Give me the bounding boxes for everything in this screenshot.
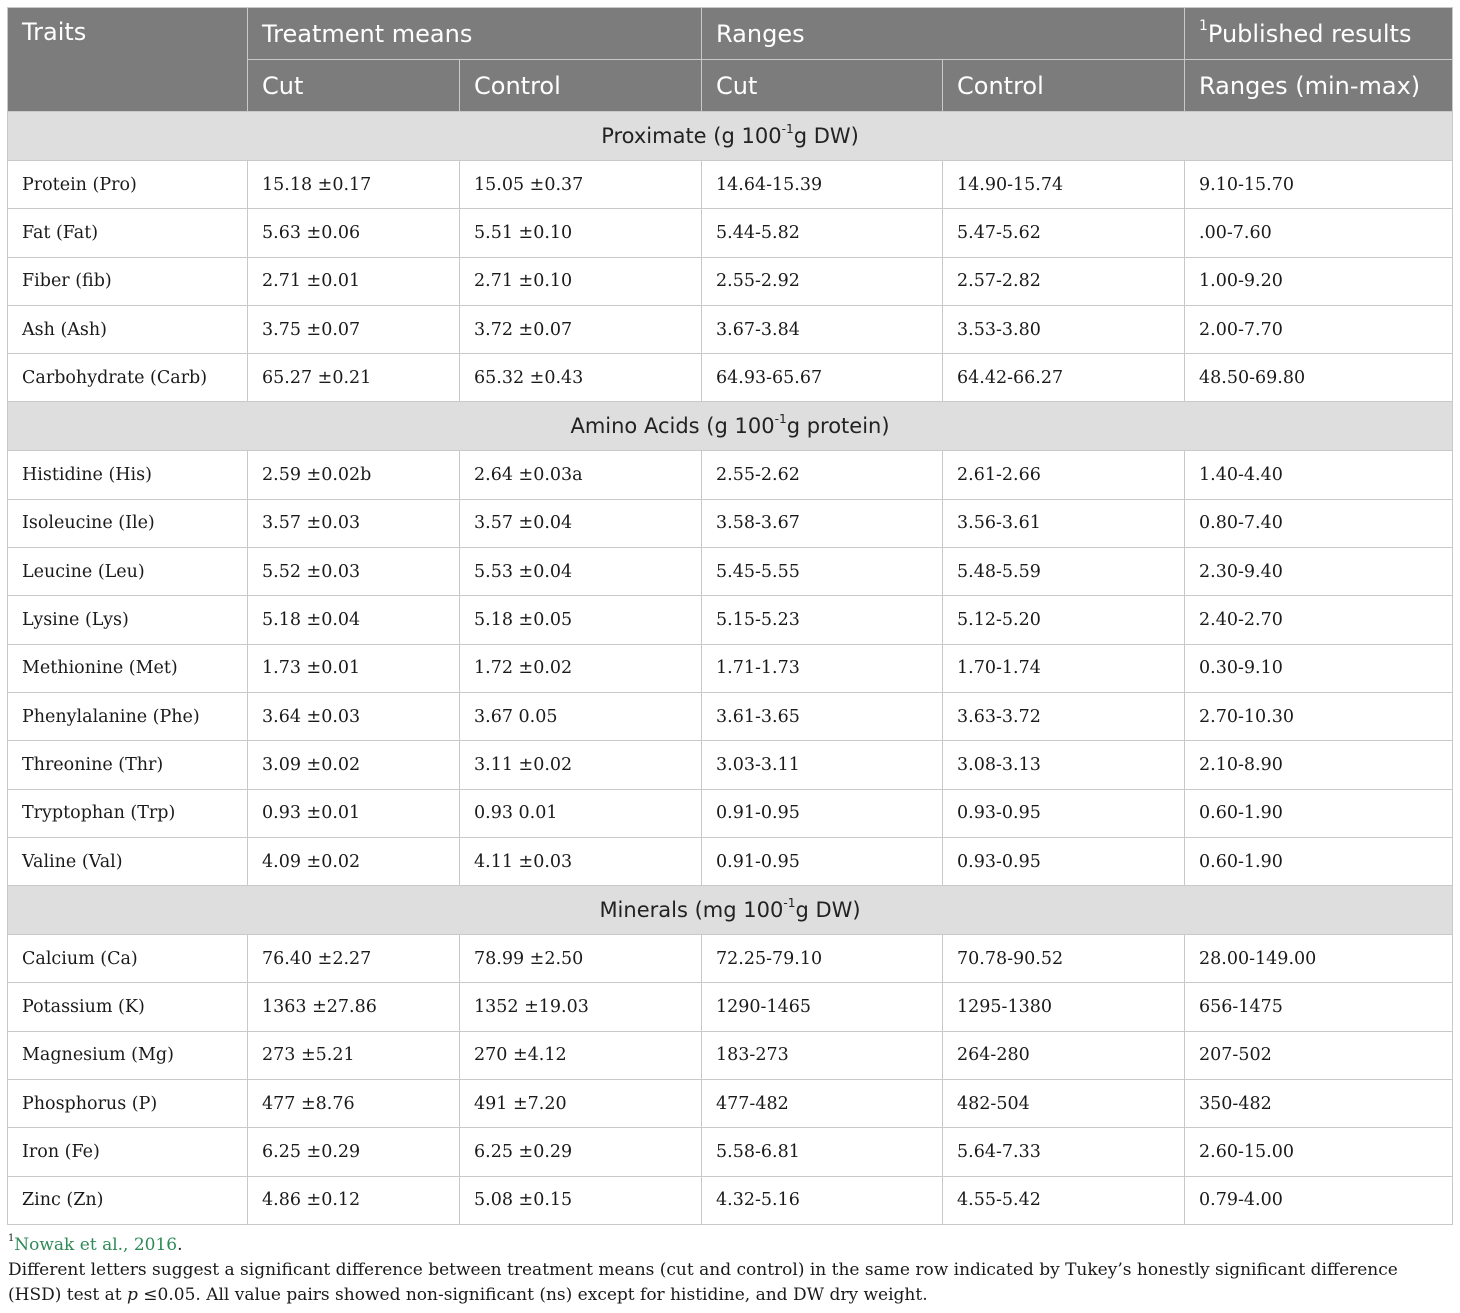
trait-cell: Lysine (Lys): [8, 596, 248, 644]
nutrition-table: [7, 7, 1453, 1225]
table-row: [8, 209, 1453, 257]
footnote-reference: $^1$Nowak et al., 2016.: [8, 1233, 183, 1255]
published-range-cell: 1.00-9.20: [1185, 257, 1453, 305]
published-range-cell: 9.10-15.70: [1185, 161, 1453, 209]
cut-mean-cell: 3.75 ±0.07: [248, 305, 460, 353]
published-range-cell: 2.10-8.90: [1185, 741, 1453, 789]
section-title-proximate: Proximate (g $100^{-1}g$ DW): [8, 112, 1453, 161]
table-row: [8, 644, 1453, 692]
published-range-cell: 656-1475: [1185, 983, 1453, 1031]
control-mean-cell: 3.57 ±0.04: [460, 499, 702, 547]
control-range-cell: 264-280: [943, 1031, 1185, 1079]
control-range-cell: 4.55-5.42: [943, 1176, 1185, 1224]
control-mean-cell: 5.18 ±0.05: [460, 596, 702, 644]
published-range-cell: 2.40-2.70: [1185, 596, 1453, 644]
trait-cell: Threonine (Thr): [8, 741, 248, 789]
published-range-cell: 28.00-149.00: [1185, 935, 1453, 983]
control-mean-cell: 15.05 ±0.37: [460, 161, 702, 209]
table-body: [8, 112, 1453, 161]
cut-mean-cell: 5.52 ±0.03: [248, 548, 460, 596]
published-range-cell: 2.00-7.70: [1185, 305, 1453, 353]
control-range-cell: 14.90-15.74: [943, 161, 1185, 209]
header-ranges-control: Control: [943, 60, 1185, 112]
table-row: [8, 1176, 1453, 1224]
table-row: [8, 451, 1453, 499]
header-ranges-minmax: Ranges (min-max): [1185, 60, 1453, 112]
header-ranges: Ranges: [702, 8, 1185, 60]
trait-cell: Zinc (Zn): [8, 1176, 248, 1224]
control-range-cell: 70.78-90.52: [943, 935, 1185, 983]
cut-mean-cell: 15.18 ±0.17: [248, 161, 460, 209]
minerals-section: [8, 886, 1453, 935]
table-row: [8, 161, 1453, 209]
trait-cell: Valine (Val): [8, 837, 248, 885]
table-row: [8, 837, 1453, 885]
control-range-cell: 1.70-1.74: [943, 644, 1185, 692]
header-published-results: $^1$Published results: [1185, 8, 1453, 60]
cut-range-cell: 183-273: [702, 1031, 943, 1079]
mineral-rows: [8, 935, 1453, 1225]
control-range-cell: 482-504: [943, 1080, 1185, 1128]
published-range-cell: 0.80-7.40: [1185, 499, 1453, 547]
table-row: [8, 983, 1453, 1031]
section-title-minerals: Minerals (mg $100^{-1}g$ DW): [8, 886, 1453, 935]
cut-mean-cell: 1363 ±27.86: [248, 983, 460, 1031]
table-row: [8, 1128, 1453, 1176]
cut-mean-cell: 273 ±5.21: [248, 1031, 460, 1079]
header-treatment-means: Treatment means: [248, 8, 702, 60]
control-range-cell: 3.53-3.80: [943, 305, 1185, 353]
cut-mean-cell: 3.09 ±0.02: [248, 741, 460, 789]
trait-cell: Magnesium (Mg): [8, 1031, 248, 1079]
footnote-note: Different letters suggest a significant difference between treatment means (cut and control) in the same row indicated by Tukey’s honestly significant difference (HSD) test at p ≤0.05. All value pairs showed non-significant (ns) except for histidine, and DW dry weight.: [8, 1260, 1398, 1305]
cut-mean-cell: 0.93 ±0.01: [248, 789, 460, 837]
cut-range-cell: 0.91-0.95: [702, 789, 943, 837]
control-range-cell: 3.63-3.72: [943, 692, 1185, 740]
cut-range-cell: 3.58-3.67: [702, 499, 943, 547]
header-traits: Traits: [8, 8, 248, 112]
cut-range-cell: 0.91-0.95: [702, 837, 943, 885]
cut-mean-cell: 477 ±8.76: [248, 1080, 460, 1128]
section-row-proximate: [8, 112, 1453, 161]
published-range-cell: 2.60-15.00: [1185, 1128, 1453, 1176]
control-mean-cell: 5.51 ±0.10: [460, 209, 702, 257]
cut-range-cell: 477-482: [702, 1080, 943, 1128]
control-mean-cell: 2.71 ±0.10: [460, 257, 702, 305]
control-range-cell: 64.42-66.27: [943, 354, 1185, 402]
control-range-cell: 2.57-2.82: [943, 257, 1185, 305]
table-row: [8, 305, 1453, 353]
control-range-cell: 2.61-2.66: [943, 451, 1185, 499]
cut-mean-cell: 3.64 ±0.03: [248, 692, 460, 740]
table-row: [8, 789, 1453, 837]
published-range-cell: 0.60-1.90: [1185, 837, 1453, 885]
header-means-control: Control: [460, 60, 702, 112]
control-mean-cell: 2.64 ±0.03a: [460, 451, 702, 499]
cut-mean-cell: 3.57 ±0.03: [248, 499, 460, 547]
cut-range-cell: 1290-1465: [702, 983, 943, 1031]
control-mean-cell: 5.08 ±0.15: [460, 1176, 702, 1224]
trait-cell: Phenylalanine (Phe): [8, 692, 248, 740]
trait-cell: Carbohydrate (Carb): [8, 354, 248, 402]
cut-range-cell: 5.44-5.82: [702, 209, 943, 257]
cut-mean-cell: 6.25 ±0.29: [248, 1128, 460, 1176]
trait-cell: Methionine (Met): [8, 644, 248, 692]
trait-cell: Fat (Fat): [8, 209, 248, 257]
amino-section: [8, 402, 1453, 451]
cut-range-cell: 5.15-5.23: [702, 596, 943, 644]
table-row: [8, 596, 1453, 644]
amino-rows: [8, 451, 1453, 886]
cut-mean-cell: 76.40 ±2.27: [248, 935, 460, 983]
control-mean-cell: 3.67 0.05: [460, 692, 702, 740]
control-mean-cell: 0.93 0.01: [460, 789, 702, 837]
cut-mean-cell: 2.59 ±0.02b: [248, 451, 460, 499]
published-range-cell: 207-502: [1185, 1031, 1453, 1079]
trait-cell: Potassium (K): [8, 983, 248, 1031]
published-range-cell: 48.50-69.80: [1185, 354, 1453, 402]
trait-cell: Tryptophan (Trp): [8, 789, 248, 837]
table-row: [8, 741, 1453, 789]
cut-range-cell: 5.45-5.55: [702, 548, 943, 596]
control-range-cell: 5.48-5.59: [943, 548, 1185, 596]
cut-mean-cell: 1.73 ±0.01: [248, 644, 460, 692]
cut-range-cell: 4.32-5.16: [702, 1176, 943, 1224]
cut-range-cell: 2.55-2.62: [702, 451, 943, 499]
published-range-cell: 1.40-4.40: [1185, 451, 1453, 499]
proximate-rows: [8, 161, 1453, 402]
published-range-cell: 0.60-1.90: [1185, 789, 1453, 837]
table-row: [8, 935, 1453, 983]
control-mean-cell: 78.99 ±2.50: [460, 935, 702, 983]
cut-range-cell: 3.67-3.84: [702, 305, 943, 353]
trait-cell: Fiber (fib): [8, 257, 248, 305]
trait-cell: Ash (Ash): [8, 305, 248, 353]
table-row: [8, 692, 1453, 740]
control-mean-cell: 5.53 ±0.04: [460, 548, 702, 596]
control-range-cell: 0.93-0.95: [943, 837, 1185, 885]
control-range-cell: 5.64-7.33: [943, 1128, 1185, 1176]
trait-cell: Isoleucine (Ile): [8, 499, 248, 547]
trait-cell: Calcium (Ca): [8, 935, 248, 983]
control-range-cell: 1295-1380: [943, 983, 1185, 1031]
table-row: [8, 548, 1453, 596]
table-footnotes: [8, 1233, 1454, 1308]
table-row: [8, 1031, 1453, 1079]
table-row: [8, 1080, 1453, 1128]
control-range-cell: 5.47-5.62: [943, 209, 1185, 257]
control-mean-cell: 491 ±7.20: [460, 1080, 702, 1128]
trait-cell: Histidine (His): [8, 451, 248, 499]
cut-mean-cell: 5.63 ±0.06: [248, 209, 460, 257]
table-row: [8, 499, 1453, 547]
control-mean-cell: 3.11 ±0.02: [460, 741, 702, 789]
trait-cell: Iron (Fe): [8, 1128, 248, 1176]
cut-range-cell: 5.58-6.81: [702, 1128, 943, 1176]
reference-link[interactable]: Nowak et al., 2016: [14, 1235, 178, 1255]
cut-mean-cell: 5.18 ±0.04: [248, 596, 460, 644]
control-range-cell: 3.56-3.61: [943, 499, 1185, 547]
cut-mean-cell: 4.09 ±0.02: [248, 837, 460, 885]
control-range-cell: 3.08-3.13: [943, 741, 1185, 789]
control-mean-cell: 1.72 ±0.02: [460, 644, 702, 692]
header-ranges-cut: Cut: [702, 60, 943, 112]
cut-range-cell: 14.64-15.39: [702, 161, 943, 209]
cut-range-cell: 3.61-3.65: [702, 692, 943, 740]
cut-mean-cell: 2.71 ±0.01: [248, 257, 460, 305]
control-mean-cell: 270 ±4.12: [460, 1031, 702, 1079]
table-row: [8, 354, 1453, 402]
cut-range-cell: 72.25-79.10: [702, 935, 943, 983]
trait-cell: Protein (Pro): [8, 161, 248, 209]
cut-range-cell: 1.71-1.73: [702, 644, 943, 692]
control-mean-cell: 3.72 ±0.07: [460, 305, 702, 353]
table-header: [8, 8, 1453, 112]
section-title-amino-acids: Amino Acids (g $100^{-1}g$ protein): [8, 402, 1453, 451]
published-range-cell: 0.79-4.00: [1185, 1176, 1453, 1224]
control-mean-cell: 6.25 ±0.29: [460, 1128, 702, 1176]
trait-cell: Leucine (Leu): [8, 548, 248, 596]
control-range-cell: 0.93-0.95: [943, 789, 1185, 837]
table-row: [8, 257, 1453, 305]
control-mean-cell: 4.11 ±0.03: [460, 837, 702, 885]
published-range-cell: 2.30-9.40: [1185, 548, 1453, 596]
header-means-cut: Cut: [248, 60, 460, 112]
published-range-cell: 2.70-10.30: [1185, 692, 1453, 740]
published-range-cell: 0.30-9.10: [1185, 644, 1453, 692]
trait-cell: Phosphorus (P): [8, 1080, 248, 1128]
cut-range-cell: 3.03-3.11: [702, 741, 943, 789]
cut-range-cell: 2.55-2.92: [702, 257, 943, 305]
published-range-cell: .00-7.60: [1185, 209, 1453, 257]
cut-range-cell: 64.93-65.67: [702, 354, 943, 402]
cut-mean-cell: 4.86 ±0.12: [248, 1176, 460, 1224]
section-row-minerals: [8, 886, 1453, 935]
control-mean-cell: 1352 ±19.03: [460, 983, 702, 1031]
published-range-cell: 350-482: [1185, 1080, 1453, 1128]
control-range-cell: 5.12-5.20: [943, 596, 1185, 644]
cut-mean-cell: 65.27 ±0.21: [248, 354, 460, 402]
section-row-amino-acids: [8, 402, 1453, 451]
control-mean-cell: 65.32 ±0.43: [460, 354, 702, 402]
